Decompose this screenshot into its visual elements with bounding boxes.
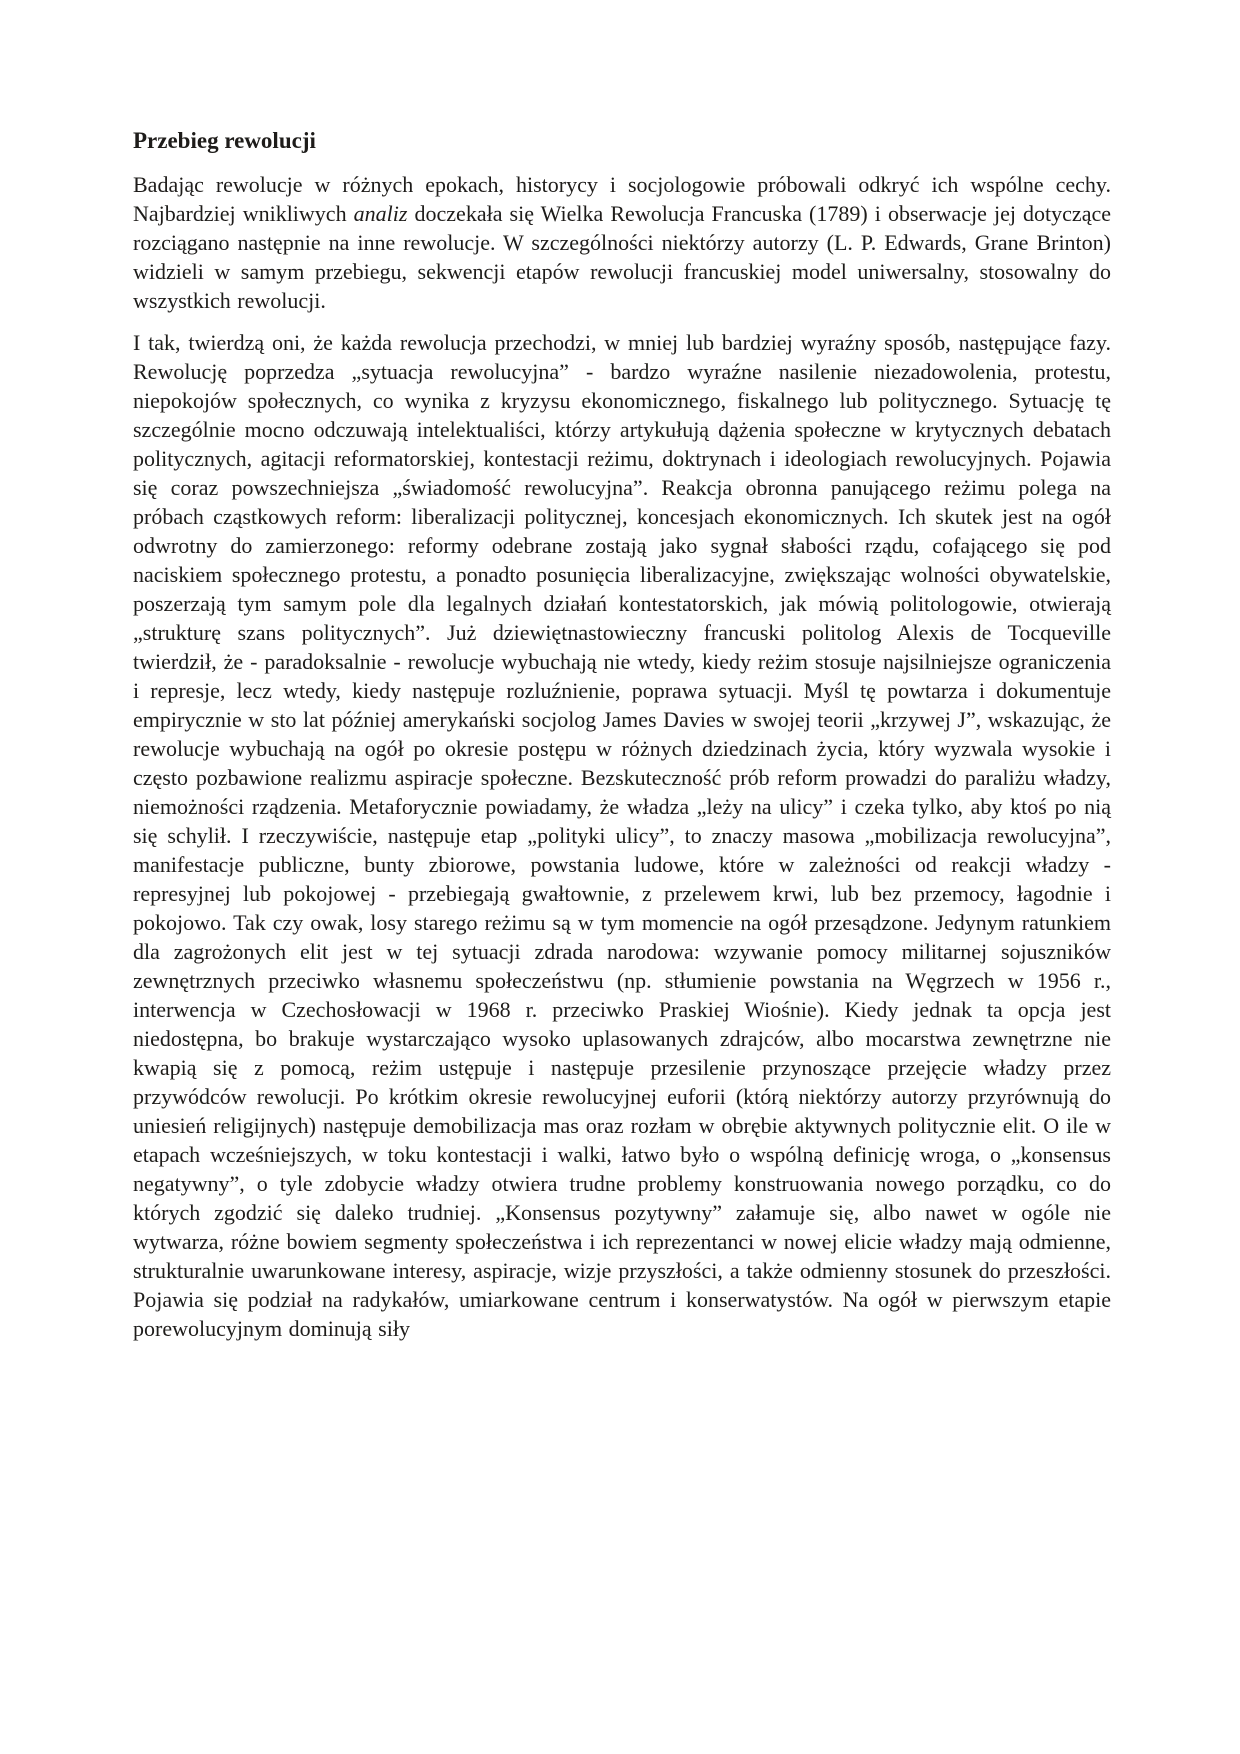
paragraph-intro-text-after: doczekała się Wielka Rewolucja Francuska (1789) i obserwacje jej dotyczące rozciągano następnie na inne rewolucje. W szczególności niektórzy autorzy (L. P. Edwards, Grane Brinton) widzieli w samym przebiegu, sekwencji etapów rewolucji francuskiej model uniwersalny, stosowalny do wszystkich rewolucji. <box>133 201 1111 313</box>
paragraph-intro <box>133 170 1111 315</box>
paragraph-intro-text-before: Badając rewolucje w różnych epokach, historycy i socjologowie próbowali odkryć ich wspólne cechy. Najbardziej wnikliwych <box>133 172 1111 226</box>
paragraph-phases: I tak, twierdzą oni, że każda rewolucja przechodzi, w mniej lub bardziej wyraźny sposób, następujące fazy. Rewolucję poprzedza „sytuacja rewolucyjna” - bardzo wyraźne nasilenie niezadowolenia, protestu, niepokojów społecznych, co wynika z kryzysu ekonomicznego, fiskalnego lub politycznego. Sytuację tę szczególnie mocno odczuwają intelektualiści, którzy artykułują dążenia społeczne w krytycznych debatach politycznych, agitacji reformatorskiej, kontestacji reżimu, doktrynach i ideologiach rewolucyjnych. Pojawia się coraz powszechniejsza „świadomość rewolucyjna”. Reakcja obronna panującego reżimu polega na próbach cząstkowych reform: liberalizacji politycznej, koncesjach ekonomicznych. Ich skutek jest na ogół odwrotny do zamierzonego: reformy odebrane zostają jako sygnał słabości rządu, cofającego się pod naciskiem społecznego protestu, a ponadto posunięcia liberalizacyjne, zwiększając wolności obywatelskie, poszerzają tym samym pole dla legalnych działań kontestatorskich, jak mówią politologowie, otwierają „strukturę szans politycznych”. Już dziewiętnastowieczny francuski politolog Alexis de Tocqueville twierdził, że - paradoksalnie - rewolucje wybuchają nie wtedy, kiedy reżim stosuje najsilniejsze ograniczenia i represje, lecz wtedy, kiedy następuje rozluźnienie, poprawa sytuacji. Myśl tę powtarza i dokumentuje empirycznie w sto lat później amerykański socjolog James Davies w swojej teorii „krzywej J”, wskazując, że rewolucje wybuchają na ogół po okresie postępu w różnych dziedzinach życia, który wyzwala wysokie i często pozbawione realizmu aspiracje społeczne. Bezskuteczność prób reform prowadzi do paraliżu władzy, niemożności rządzenia. Metaforycznie powiadamy, że władza „leży na ulicy” i czeka tylko, aby ktoś po nią się schylił. I rzeczywiście, następuje etap „polityki ulicy”, to znaczy masowa „mobilizacja rewolucyjna”, manifestacje publiczne, bunty zbiorowe, powstania ludowe, które w zależności od reakcji władzy - represyjnej lub pokojowej - przebiegają gwałtownie, z przelewem krwi, lub bez przemocy, łagodnie i pokojowo. Tak czy owak, losy starego reżimu są w tym momencie na ogół przesądzone. Jedynym ratunkiem dla zagrożonych elit jest w tej sytuacji zdrada narodowa: wzywanie pomocy militarnej sojuszników zewnętrznych przeciwko własnemu społeczeństwu (np. stłumienie powstania na Węgrzech w 1956 r., interwencja w Czechosłowacji w 1968 r. przeciwko Praskiej Wiośnie). Kiedy jednak ta opcja jest niedostępna, bo brakuje wystarczająco wysoko uplasowanych zdrajców, albo mocarstwa zewnętrzne nie kwapią się z pomocą, reżim ustępuje i następuje przesilenie przynoszące przejęcie władzy przez przywódców rewolucji. Po krótkim okresie rewolucyjnej euforii (którą niektórzy autorzy przyrównują do uniesień religijnych) następuje demobilizacja mas oraz rozłam w obrębie aktywnych politycznie elit. O ile w etapach wcześniejszych, w toku kontestacji i walki, łatwo było o wspólną definicję wroga, o „konsensus negatywny”, o tyle zdobycie władzy otwiera trudne problemy konstruowania nowego porządku, co do których zgodzić się daleko trudniej. „Konsensus pozytywny” załamuje się, albo nawet w ogóle nie wytwarza, różne bowiem segmenty społeczeństwa i ich reprezentanci w nowej elicie władzy mają odmienne, strukturalnie uwarunkowane interesy, aspiracje, wizje przyszłości, a także odmienny stosunek do przeszłości. Pojawia się podział na radykałów, umiarkowane centrum i konserwatystów. Na ogół w pierwszym etapie porewolucyjnym dominują siły <box>133 330 1111 1341</box>
page-title: Przebieg rewolucji <box>133 128 316 153</box>
paragraph-intro-italic-word: analiz <box>353 201 408 226</box>
